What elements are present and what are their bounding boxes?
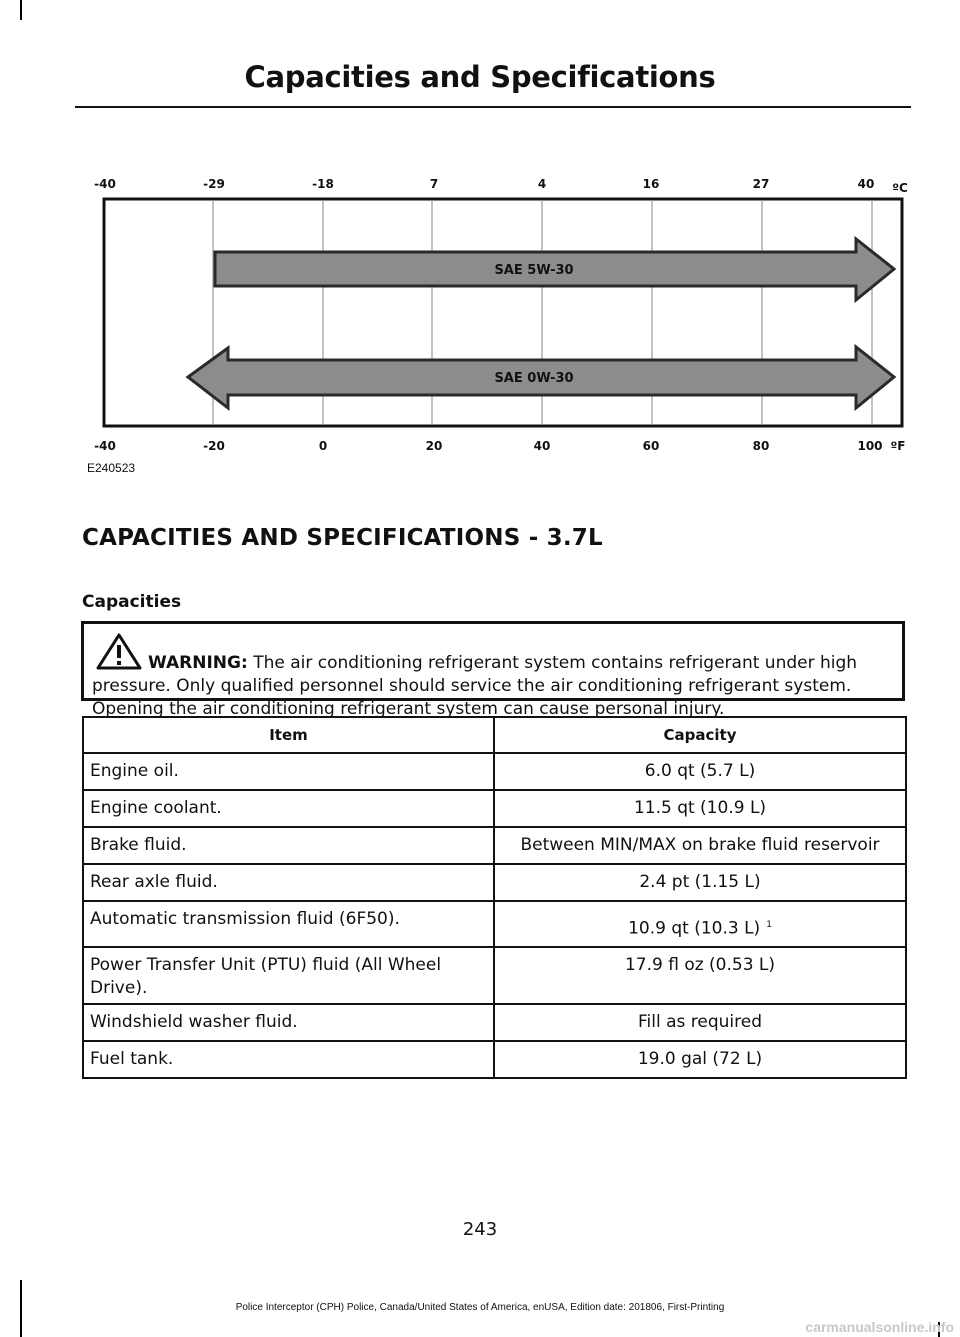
cell-capacity: Fill as required	[494, 1004, 906, 1041]
table-row	[83, 864, 906, 901]
warning-label: WARNING:	[148, 653, 248, 673]
table-header-row	[83, 717, 906, 753]
footer-text: Police Interceptor (CPH) Police, Canada/United States of America, enUSA, Edition date: 201806, First-Printing	[235, 1302, 725, 1313]
fahrenheit-tick: -40	[94, 439, 116, 453]
warning-text	[92, 652, 898, 721]
cell-capacity: Between MIN/MAX on brake fluid reservoir	[494, 827, 906, 864]
cell-capacity: 11.5 qt (10.9 L)	[494, 790, 906, 827]
label-sae-0w30: SAE 0W-30	[494, 371, 574, 386]
cell-capacity	[494, 901, 906, 947]
warning-body: The air conditioning refrigerant system contains refrigerant under high pressure. Only qualified personnel should service the air conditioning refrigerant system. Opening the air conditioning refrigerant system can cause personal injury.	[92, 653, 858, 719]
fahrenheit-tick: 20	[425, 439, 443, 453]
fahrenheit-tick: 100	[857, 439, 883, 453]
table-row	[83, 1041, 906, 1078]
cell-capacity: 2.4 pt (1.15 L)	[494, 864, 906, 901]
fahrenheit-tick: 80	[752, 439, 770, 453]
warning-box	[81, 621, 905, 719]
celsius-tick: 40	[857, 177, 875, 191]
cell-capacity: 19.0 gal (72 L)	[494, 1041, 906, 1078]
cell-item: Automatic transmission fluid (6F50).	[83, 901, 494, 947]
fahrenheit-tick: 0	[318, 439, 328, 453]
oil-viscosity-chart	[82, 168, 912, 458]
column-header-capacity: Capacity	[494, 717, 906, 753]
cell-item: Engine oil.	[83, 753, 494, 790]
capacity-value: 10.9 qt (10.3 L)	[628, 918, 761, 939]
cell-capacity: 17.9 fl oz (0.53 L)	[494, 947, 906, 1004]
celsius-unit: ºC	[892, 181, 908, 195]
column-header-item: Item	[83, 717, 494, 753]
celsius-tick: 27	[752, 177, 770, 191]
crop-mark-top-left	[20, 0, 22, 20]
cell-capacity: 6.0 qt (5.7 L)	[494, 753, 906, 790]
subheading: Capacities	[82, 592, 182, 612]
cell-item: Engine coolant.	[83, 790, 494, 827]
cell-item: Fuel tank.	[83, 1041, 494, 1078]
celsius-tick: -29	[203, 177, 225, 191]
cell-item: Windshield washer fluid.	[83, 1004, 494, 1041]
celsius-tick: 7	[429, 177, 439, 191]
table-row	[83, 790, 906, 827]
fahrenheit-unit: ºF	[890, 439, 906, 453]
table-row	[83, 1004, 906, 1041]
celsius-tick: -40	[94, 177, 116, 191]
page-title: Capacities and Specifications	[244, 60, 716, 94]
celsius-tick: 4	[537, 177, 547, 191]
table-row	[83, 901, 906, 947]
capacity-table	[82, 716, 907, 1079]
footnote-marker: 1	[766, 920, 772, 930]
figure-id: E240523	[87, 461, 136, 475]
celsius-tick: -18	[312, 177, 334, 191]
cell-item: Power Transfer Unit (PTU) fluid (All Wheel Drive).	[83, 947, 494, 1004]
table-row	[83, 753, 906, 790]
header-rule	[75, 106, 911, 108]
fahrenheit-tick: 60	[642, 439, 660, 453]
watermark: carmanualsonline.info	[805, 1319, 954, 1335]
label-sae-5w30: SAE 5W-30	[494, 263, 574, 278]
cell-item: Rear axle fluid.	[83, 864, 494, 901]
oil-viscosity-chart-svg	[82, 168, 912, 458]
fahrenheit-tick: -20	[203, 439, 225, 453]
cell-item: Brake fluid.	[83, 827, 494, 864]
celsius-tick: 16	[642, 177, 660, 191]
table-row	[83, 827, 906, 864]
page-number: 243	[462, 1219, 498, 1240]
table-row	[83, 947, 906, 1004]
fahrenheit-tick: 40	[533, 439, 551, 453]
section-heading: CAPACITIES AND SPECIFICATIONS - 3.7L	[82, 525, 603, 551]
